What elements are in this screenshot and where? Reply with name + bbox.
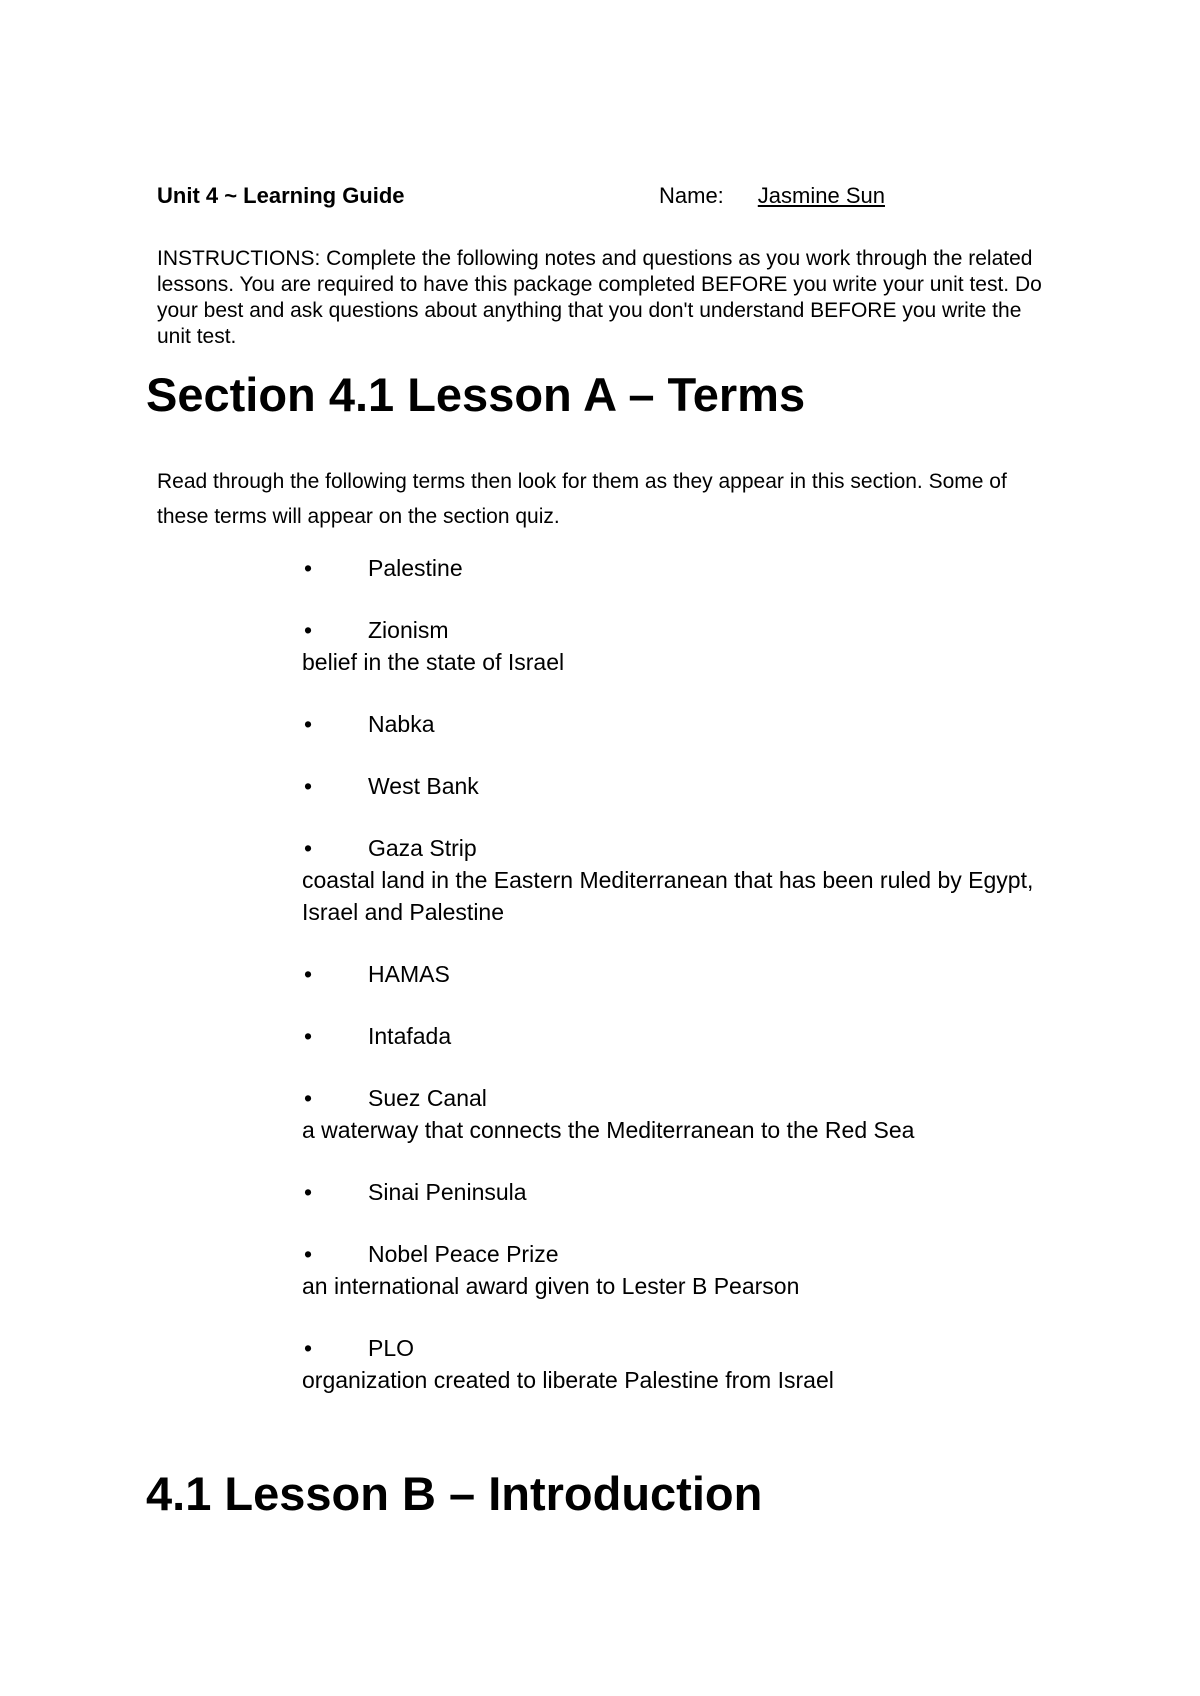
term-name: Nobel Peace Prize bbox=[368, 1241, 559, 1267]
term-item bbox=[302, 1238, 1042, 1302]
term-name: PLO bbox=[368, 1335, 415, 1361]
term-definition: belief in the state of Israel bbox=[302, 649, 565, 675]
term-row bbox=[302, 958, 1042, 990]
document-header bbox=[157, 183, 1057, 213]
term-row bbox=[302, 614, 1042, 646]
bullet-icon: • bbox=[304, 555, 313, 581]
bullet-icon: • bbox=[304, 711, 313, 737]
term-item bbox=[302, 1082, 1042, 1146]
term-item bbox=[302, 552, 1042, 584]
terms-list bbox=[302, 552, 1042, 1426]
term-definition: organization created to liberate Palestine from Israel bbox=[302, 1367, 834, 1393]
term-row bbox=[302, 832, 1042, 864]
section-b-heading: 4.1 Lesson B – Introduction bbox=[146, 1467, 763, 1520]
bullet-icon: • bbox=[304, 773, 313, 799]
bullet-icon: • bbox=[304, 1335, 313, 1361]
terms-intro-paragraph: Read through the following terms then look for them as they appear in this section. Some of these terms will appear on the section quiz. bbox=[157, 470, 1007, 528]
bullet-icon: • bbox=[304, 961, 313, 987]
term-item bbox=[302, 1020, 1042, 1052]
term-row bbox=[302, 1332, 1042, 1364]
term-name: Nabka bbox=[368, 711, 435, 737]
name-field bbox=[659, 183, 1050, 209]
term-item bbox=[302, 770, 1042, 802]
term-row bbox=[302, 1082, 1042, 1114]
term-row bbox=[302, 1238, 1042, 1270]
term-name: Palestine bbox=[368, 555, 463, 581]
term-row bbox=[302, 1020, 1042, 1052]
section-a-heading: Section 4.1 Lesson A – Terms bbox=[146, 368, 806, 421]
term-name: Gaza Strip bbox=[368, 835, 477, 861]
term-name: Intafada bbox=[368, 1023, 452, 1049]
document-title: Unit 4 ~ Learning Guide bbox=[157, 183, 405, 208]
term-definition: coastal land in the Eastern Mediterranean that has been ruled by Egypt, Israel and Palestine bbox=[302, 867, 1034, 925]
term-name: Suez Canal bbox=[368, 1085, 487, 1111]
bullet-icon: • bbox=[304, 1241, 313, 1267]
bullet-icon: • bbox=[304, 1023, 313, 1049]
term-item bbox=[302, 1176, 1042, 1208]
term-row bbox=[302, 552, 1042, 584]
bullet-icon: • bbox=[304, 617, 313, 643]
bullet-icon: • bbox=[304, 1085, 313, 1111]
term-row bbox=[302, 1176, 1042, 1208]
term-name: Zionism bbox=[368, 617, 449, 643]
term-definition: an international award given to Lester B Pearson bbox=[302, 1273, 800, 1299]
bullet-icon: • bbox=[304, 835, 313, 861]
term-definition: a waterway that connects the Mediterranean to the Red Sea bbox=[302, 1117, 915, 1143]
term-name: HAMAS bbox=[368, 961, 450, 987]
name-value: Jasmine Sun bbox=[757, 183, 885, 208]
term-item bbox=[302, 958, 1042, 990]
instructions-paragraph: INSTRUCTIONS: Complete the following notes and questions as you work through the related lessons. You are required to have this package completed BEFORE you write your unit test. Do your best and ask questions about anything that you don't understand BEFORE you write the unit test. bbox=[157, 247, 1042, 348]
term-row bbox=[302, 708, 1042, 740]
term-row bbox=[302, 770, 1042, 802]
term-item bbox=[302, 832, 1042, 928]
term-name: Sinai Peninsula bbox=[368, 1179, 527, 1205]
term-item bbox=[302, 708, 1042, 740]
term-item bbox=[302, 1332, 1042, 1396]
term-name: West Bank bbox=[368, 773, 479, 799]
name-label: Name: bbox=[659, 183, 724, 208]
term-item bbox=[302, 614, 1042, 678]
bullet-icon: • bbox=[304, 1179, 313, 1205]
